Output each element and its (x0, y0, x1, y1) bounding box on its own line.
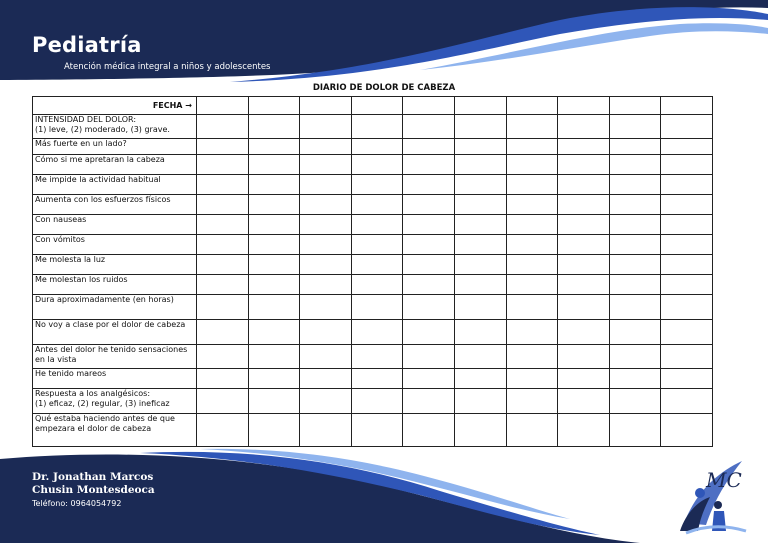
entry-cell[interactable] (506, 155, 558, 175)
entry-cell[interactable] (506, 115, 558, 139)
entry-cell[interactable] (197, 255, 249, 275)
entry-cell[interactable] (506, 215, 558, 235)
entry-cell[interactable] (609, 369, 661, 389)
entry-cell[interactable] (248, 235, 300, 255)
entry-cell[interactable] (454, 275, 506, 295)
diary-row (33, 255, 713, 275)
entry-cell[interactable] (506, 320, 558, 345)
entry-cell[interactable] (558, 275, 610, 295)
entry-cell[interactable] (609, 345, 661, 369)
entry-cell[interactable] (300, 139, 352, 155)
entry-cell[interactable] (197, 235, 249, 255)
entry-cell[interactable] (197, 345, 249, 369)
entry-cell[interactable] (197, 369, 249, 389)
entry-cell[interactable] (609, 215, 661, 235)
brand-title: Pediatría (32, 33, 142, 57)
entry-cell[interactable] (454, 115, 506, 139)
entry-cell[interactable] (300, 295, 352, 320)
date-header-label: FECHA → (33, 97, 197, 115)
entry-cell[interactable] (197, 414, 249, 447)
clinic-logo (676, 453, 750, 535)
entry-cell[interactable] (248, 215, 300, 235)
entry-cell[interactable] (454, 155, 506, 175)
row-label: Me impide la actividad habitual (33, 175, 197, 195)
entry-cell[interactable] (454, 295, 506, 320)
entry-cell[interactable] (558, 295, 610, 320)
entry-cell[interactable] (506, 235, 558, 255)
entry-cell[interactable] (609, 175, 661, 195)
entry-cell[interactable] (609, 389, 661, 414)
entry-cell[interactable] (351, 369, 403, 389)
entry-cell[interactable] (300, 320, 352, 345)
entry-cell[interactable] (300, 115, 352, 139)
entry-cell[interactable] (661, 255, 713, 275)
entry-cell[interactable] (661, 155, 713, 175)
entry-cell[interactable] (558, 155, 610, 175)
entry-cell[interactable] (506, 345, 558, 369)
entry-cell[interactable] (661, 275, 713, 295)
entry-cell[interactable] (351, 115, 403, 139)
entry-cell[interactable] (300, 235, 352, 255)
entry-cell[interactable] (197, 295, 249, 320)
entry-cell[interactable] (558, 115, 610, 139)
doctor-name-line2: Chusin Montesdeoca (32, 484, 155, 496)
entry-cell[interactable] (248, 155, 300, 175)
entry-cell[interactable] (609, 255, 661, 275)
entry-cell[interactable] (661, 295, 713, 320)
entry-cell[interactable] (300, 175, 352, 195)
entry-cell[interactable] (197, 320, 249, 345)
entry-cell[interactable] (506, 414, 558, 447)
entry-cell[interactable] (248, 139, 300, 155)
entry-cell[interactable] (197, 139, 249, 155)
entry-cell[interactable] (351, 295, 403, 320)
entry-cell[interactable] (300, 345, 352, 369)
entry-cell[interactable] (558, 175, 610, 195)
diary-row (33, 175, 713, 195)
diary-row (33, 215, 713, 235)
entry-cell[interactable] (506, 139, 558, 155)
entry-cell[interactable] (351, 139, 403, 155)
row-label: Con nauseas (33, 215, 197, 235)
diary-row (33, 115, 713, 139)
entry-cell[interactable] (248, 320, 300, 345)
entry-cell[interactable] (454, 255, 506, 275)
sheet-title: DIARIO DE DOLOR DE CABEZA (312, 83, 456, 93)
entry-cell[interactable] (300, 275, 352, 295)
entry-cell[interactable] (403, 345, 455, 369)
entry-cell[interactable] (661, 389, 713, 414)
date-cell[interactable] (403, 97, 455, 115)
row-label: Más fuerte en un lado? (33, 139, 197, 155)
entry-cell[interactable] (661, 345, 713, 369)
entry-cell[interactable] (609, 414, 661, 447)
entry-cell[interactable] (558, 320, 610, 345)
entry-cell[interactable] (248, 275, 300, 295)
row-label: INTENSIDAD DEL DOLOR: (1) leve, (2) moderado, (3) grave. (33, 115, 197, 139)
entry-cell[interactable] (351, 320, 403, 345)
entry-cell[interactable] (403, 235, 455, 255)
row-label: Antes del dolor he tenido sensaciones en la vista (33, 345, 197, 369)
diary-row (33, 235, 713, 255)
entry-cell[interactable] (300, 369, 352, 389)
entry-cell[interactable] (454, 235, 506, 255)
entry-cell[interactable] (558, 345, 610, 369)
entry-cell[interactable] (197, 115, 249, 139)
row-label: Con vómitos (33, 235, 197, 255)
row-label: Respuesta a los analgésicos: (1) eficaz, (2) regular, (3) ineficaz (33, 389, 197, 414)
diary-row (33, 155, 713, 175)
date-cell[interactable] (248, 97, 300, 115)
entry-cell[interactable] (454, 139, 506, 155)
entry-cell[interactable] (609, 155, 661, 175)
entry-cell[interactable] (248, 389, 300, 414)
entry-cell[interactable] (506, 195, 558, 215)
entry-cell[interactable] (351, 215, 403, 235)
entry-cell[interactable] (197, 215, 249, 235)
row-label: Me molestan los ruidos (33, 275, 197, 295)
entry-cell[interactable] (403, 139, 455, 155)
entry-cell[interactable] (609, 139, 661, 155)
entry-cell[interactable] (248, 369, 300, 389)
entry-cell[interactable] (300, 389, 352, 414)
entry-cell[interactable] (609, 235, 661, 255)
entry-cell[interactable] (403, 195, 455, 215)
date-header-row (33, 97, 713, 115)
entry-cell[interactable] (300, 255, 352, 275)
row-label: Qué estaba haciendo antes de que empezara el dolor de cabeza (33, 414, 197, 447)
entry-cell[interactable] (661, 195, 713, 215)
entry-cell[interactable] (609, 275, 661, 295)
diary-row (33, 139, 713, 155)
date-cell[interactable] (197, 97, 249, 115)
row-label: Cómo si me apretaran la cabeza (33, 155, 197, 175)
logo-monogram: MC (706, 468, 742, 492)
row-label: Aumenta con los esfuerzos físicos (33, 195, 197, 215)
entry-cell[interactable] (506, 295, 558, 320)
entry-cell[interactable] (454, 195, 506, 215)
diary-row (33, 320, 713, 345)
date-cell[interactable] (558, 97, 610, 115)
entry-cell[interactable] (351, 389, 403, 414)
row-label: Me molesta la luz (33, 255, 197, 275)
entry-cell[interactable] (661, 175, 713, 195)
entry-cell[interactable] (403, 255, 455, 275)
entry-cell[interactable] (454, 389, 506, 414)
entry-cell[interactable] (506, 275, 558, 295)
entry-cell[interactable] (454, 320, 506, 345)
date-cell[interactable] (454, 97, 506, 115)
entry-cell[interactable] (351, 235, 403, 255)
phone-number: Teléfono: 0964054792 (32, 499, 122, 508)
entry-cell[interactable] (558, 255, 610, 275)
diary-row (33, 369, 713, 389)
entry-cell[interactable] (248, 115, 300, 139)
entry-cell[interactable] (609, 195, 661, 215)
date-cell[interactable] (661, 97, 713, 115)
entry-cell[interactable] (248, 255, 300, 275)
date-cell[interactable] (300, 97, 352, 115)
entry-cell[interactable] (506, 369, 558, 389)
brand-subtitle: Atención médica integral a niños y adolescentes (64, 62, 271, 72)
entry-cell[interactable] (558, 235, 610, 255)
entry-cell[interactable] (300, 414, 352, 447)
doctor-name (32, 471, 155, 497)
entry-cell[interactable] (351, 275, 403, 295)
entry-cell[interactable] (609, 320, 661, 345)
entry-cell[interactable] (558, 195, 610, 215)
entry-cell[interactable] (454, 175, 506, 195)
entry-cell[interactable] (661, 115, 713, 139)
entry-cell[interactable] (197, 175, 249, 195)
entry-cell[interactable] (197, 275, 249, 295)
diary-row (33, 195, 713, 215)
entry-cell[interactable] (351, 195, 403, 215)
entry-cell[interactable] (506, 255, 558, 275)
entry-cell[interactable] (454, 369, 506, 389)
entry-cell[interactable] (454, 414, 506, 447)
entry-cell[interactable] (248, 195, 300, 215)
doctor-name-line1: Dr. Jonathan Marcos (32, 471, 154, 483)
entry-cell[interactable] (300, 215, 352, 235)
entry-cell[interactable] (661, 369, 713, 389)
entry-cell[interactable] (248, 175, 300, 195)
diary-row (33, 345, 713, 369)
entry-cell[interactable] (351, 155, 403, 175)
entry-cell[interactable] (609, 115, 661, 139)
entry-cell[interactable] (403, 175, 455, 195)
entry-cell[interactable] (506, 175, 558, 195)
entry-cell[interactable] (558, 215, 610, 235)
entry-cell[interactable] (661, 320, 713, 345)
entry-cell[interactable] (661, 215, 713, 235)
diary-row (33, 389, 713, 414)
entry-cell[interactable] (197, 155, 249, 175)
entry-cell[interactable] (403, 295, 455, 320)
date-cell[interactable] (351, 97, 403, 115)
row-label: No voy a clase por el dolor de cabeza (33, 320, 197, 345)
entry-cell[interactable] (661, 235, 713, 255)
entry-cell[interactable] (506, 389, 558, 414)
entry-cell[interactable] (558, 389, 610, 414)
entry-cell[interactable] (558, 414, 610, 447)
row-label: Dura aproximadamente (en horas) (33, 295, 197, 320)
date-cell[interactable] (609, 97, 661, 115)
headache-diary-table (32, 96, 713, 447)
entry-cell[interactable] (403, 414, 455, 447)
entry-cell[interactable] (300, 155, 352, 175)
diary-row (33, 414, 713, 447)
entry-cell[interactable] (403, 115, 455, 139)
diary-row (33, 295, 713, 320)
entry-cell[interactable] (454, 215, 506, 235)
diary-row (33, 275, 713, 295)
entry-cell[interactable] (558, 369, 610, 389)
entry-cell[interactable] (351, 175, 403, 195)
entry-cell[interactable] (403, 215, 455, 235)
entry-cell[interactable] (351, 345, 403, 369)
entry-cell[interactable] (661, 139, 713, 155)
entry-cell[interactable] (403, 275, 455, 295)
entry-cell[interactable] (403, 389, 455, 414)
entry-cell[interactable] (248, 295, 300, 320)
entry-cell[interactable] (403, 155, 455, 175)
entry-cell[interactable] (197, 389, 249, 414)
row-label: He tenido mareos (33, 369, 197, 389)
entry-cell[interactable] (351, 414, 403, 447)
entry-cell[interactable] (248, 345, 300, 369)
entry-cell[interactable] (351, 255, 403, 275)
entry-cell[interactable] (558, 139, 610, 155)
entry-cell[interactable] (609, 295, 661, 320)
entry-cell[interactable] (300, 195, 352, 215)
entry-cell[interactable] (248, 414, 300, 447)
entry-cell[interactable] (403, 320, 455, 345)
date-cell[interactable] (506, 97, 558, 115)
entry-cell[interactable] (197, 195, 249, 215)
entry-cell[interactable] (661, 414, 713, 447)
entry-cell[interactable] (403, 369, 455, 389)
entry-cell[interactable] (454, 345, 506, 369)
